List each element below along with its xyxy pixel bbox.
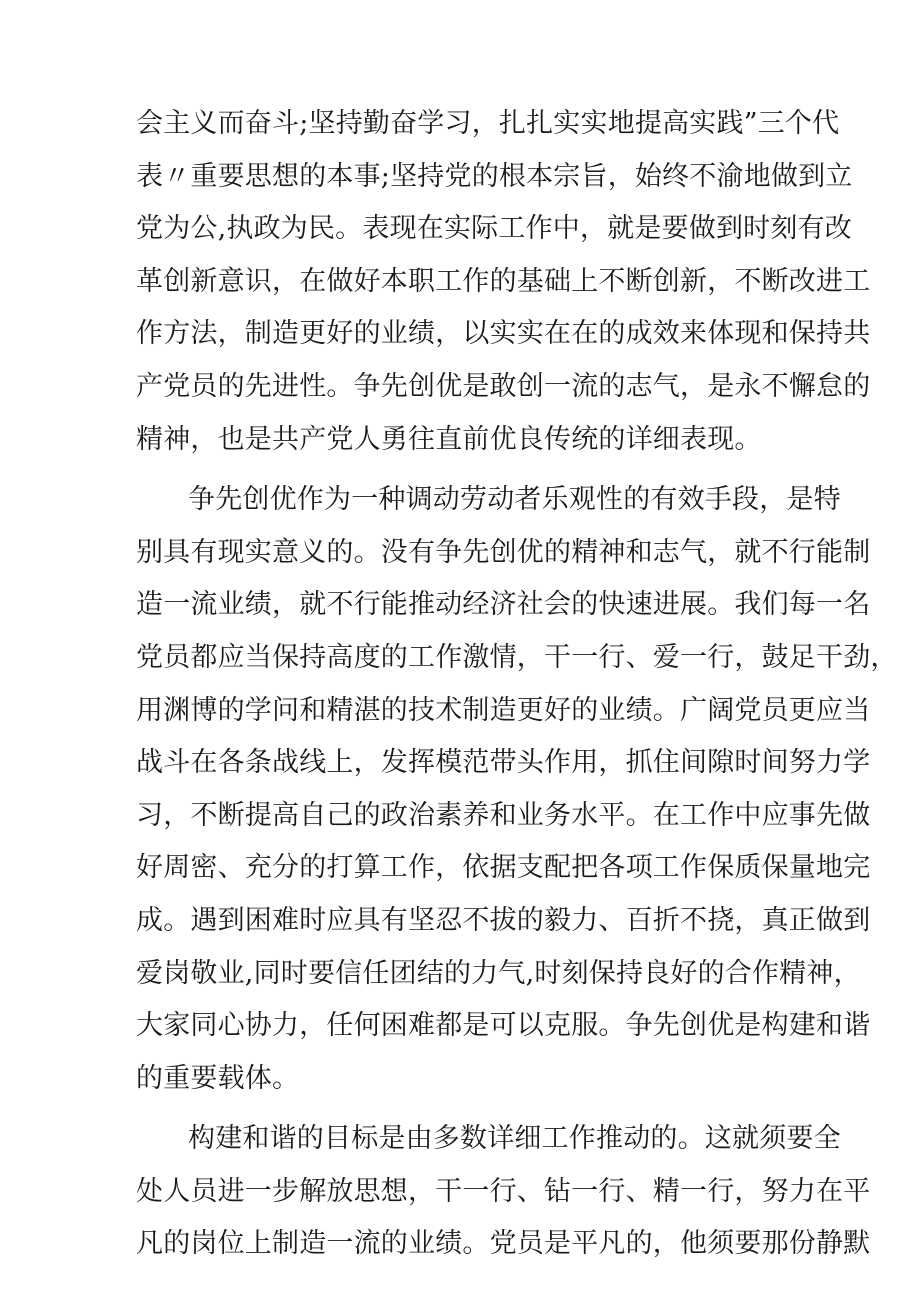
text-line: 习，不断提高自己的政治素养和业务水平。在工作中应事先做 <box>136 799 871 831</box>
text-line: 作方法，制造更好的业绩，以实实在在的成效来体现和保持共 <box>136 318 871 350</box>
text-line: 处人员进一步解放思想，干一行、钻一行、精一行，努力在平 <box>136 1175 871 1207</box>
text-line: 凡的岗位上制造一流的业绩。党员是平凡的，他须要那份静默 <box>136 1228 871 1260</box>
text-line: 产党员的先进性。争先创优是敢创一流的志气，是永不懈怠的 <box>136 370 871 402</box>
paragraph-2 <box>136 474 898 1105</box>
text-line: 党为公,执政为民。表现在实际工作中，就是要做到时刻有改 <box>136 213 852 245</box>
text-line: 革创新意识，在做好本职工作的基础上不断创新，不断改进工 <box>136 265 871 297</box>
text-line: 的重要载体。 <box>136 1062 300 1094</box>
text-line: 好周密、充分的打算工作，依据支配把各项工作保质保量地完 <box>136 852 871 884</box>
paragraph-spacer <box>136 1105 798 1113</box>
text-line-indented: 构建和谐的目标是由多数详细工作推动的。这就须要全 <box>188 1123 841 1155</box>
text-line-indented: 争先创优作为一种调动劳动者乐观性的有效手段，是特 <box>188 484 841 516</box>
paragraph-3 <box>136 1113 871 1271</box>
text-line: 造一流业绩，就不行能推动经济社会的快速进展。我们每一名 <box>136 589 871 621</box>
text-line: 成。遇到困难时应具有坚忍不拔的毅力、百折不挠，真正做到 <box>136 904 871 936</box>
text-line: 爱岗敬业,同时要信任团结的力气,时刻保持良好的合作精神， <box>136 957 861 989</box>
text-line: 党员都应当保持高度的工作激情，干一行、爱一行，鼓足干劲， <box>136 641 898 673</box>
text-line: 用渊博的学问和精湛的技术制造更好的业绩。广阔党员更应当 <box>136 694 871 726</box>
paragraph-spacer <box>136 466 798 474</box>
text-line: 战斗在各条战线上，发挥模范带头作用，抓住间隙时间努力学 <box>136 747 871 779</box>
text-line: 表〃重要思想的本事;坚持党的根本宗旨，始终不渝地做到立 <box>136 160 853 192</box>
text-line: 大家同心协力，任何困难都是可以克服。争先创优是构建和谐 <box>136 1010 871 1042</box>
paragraph-1 <box>136 98 871 466</box>
document-body <box>136 98 898 1271</box>
text-line: 会主义而奋斗;坚持勤奋学习，扎扎实实地提高实践”三个代 <box>136 108 840 139</box>
text-line: 别具有现实意义的。没有争先创优的精神和志气，就不行能制 <box>136 536 871 568</box>
text-line: 精神，也是共产党人勇往直前优良传统的详细表现。 <box>136 423 762 455</box>
